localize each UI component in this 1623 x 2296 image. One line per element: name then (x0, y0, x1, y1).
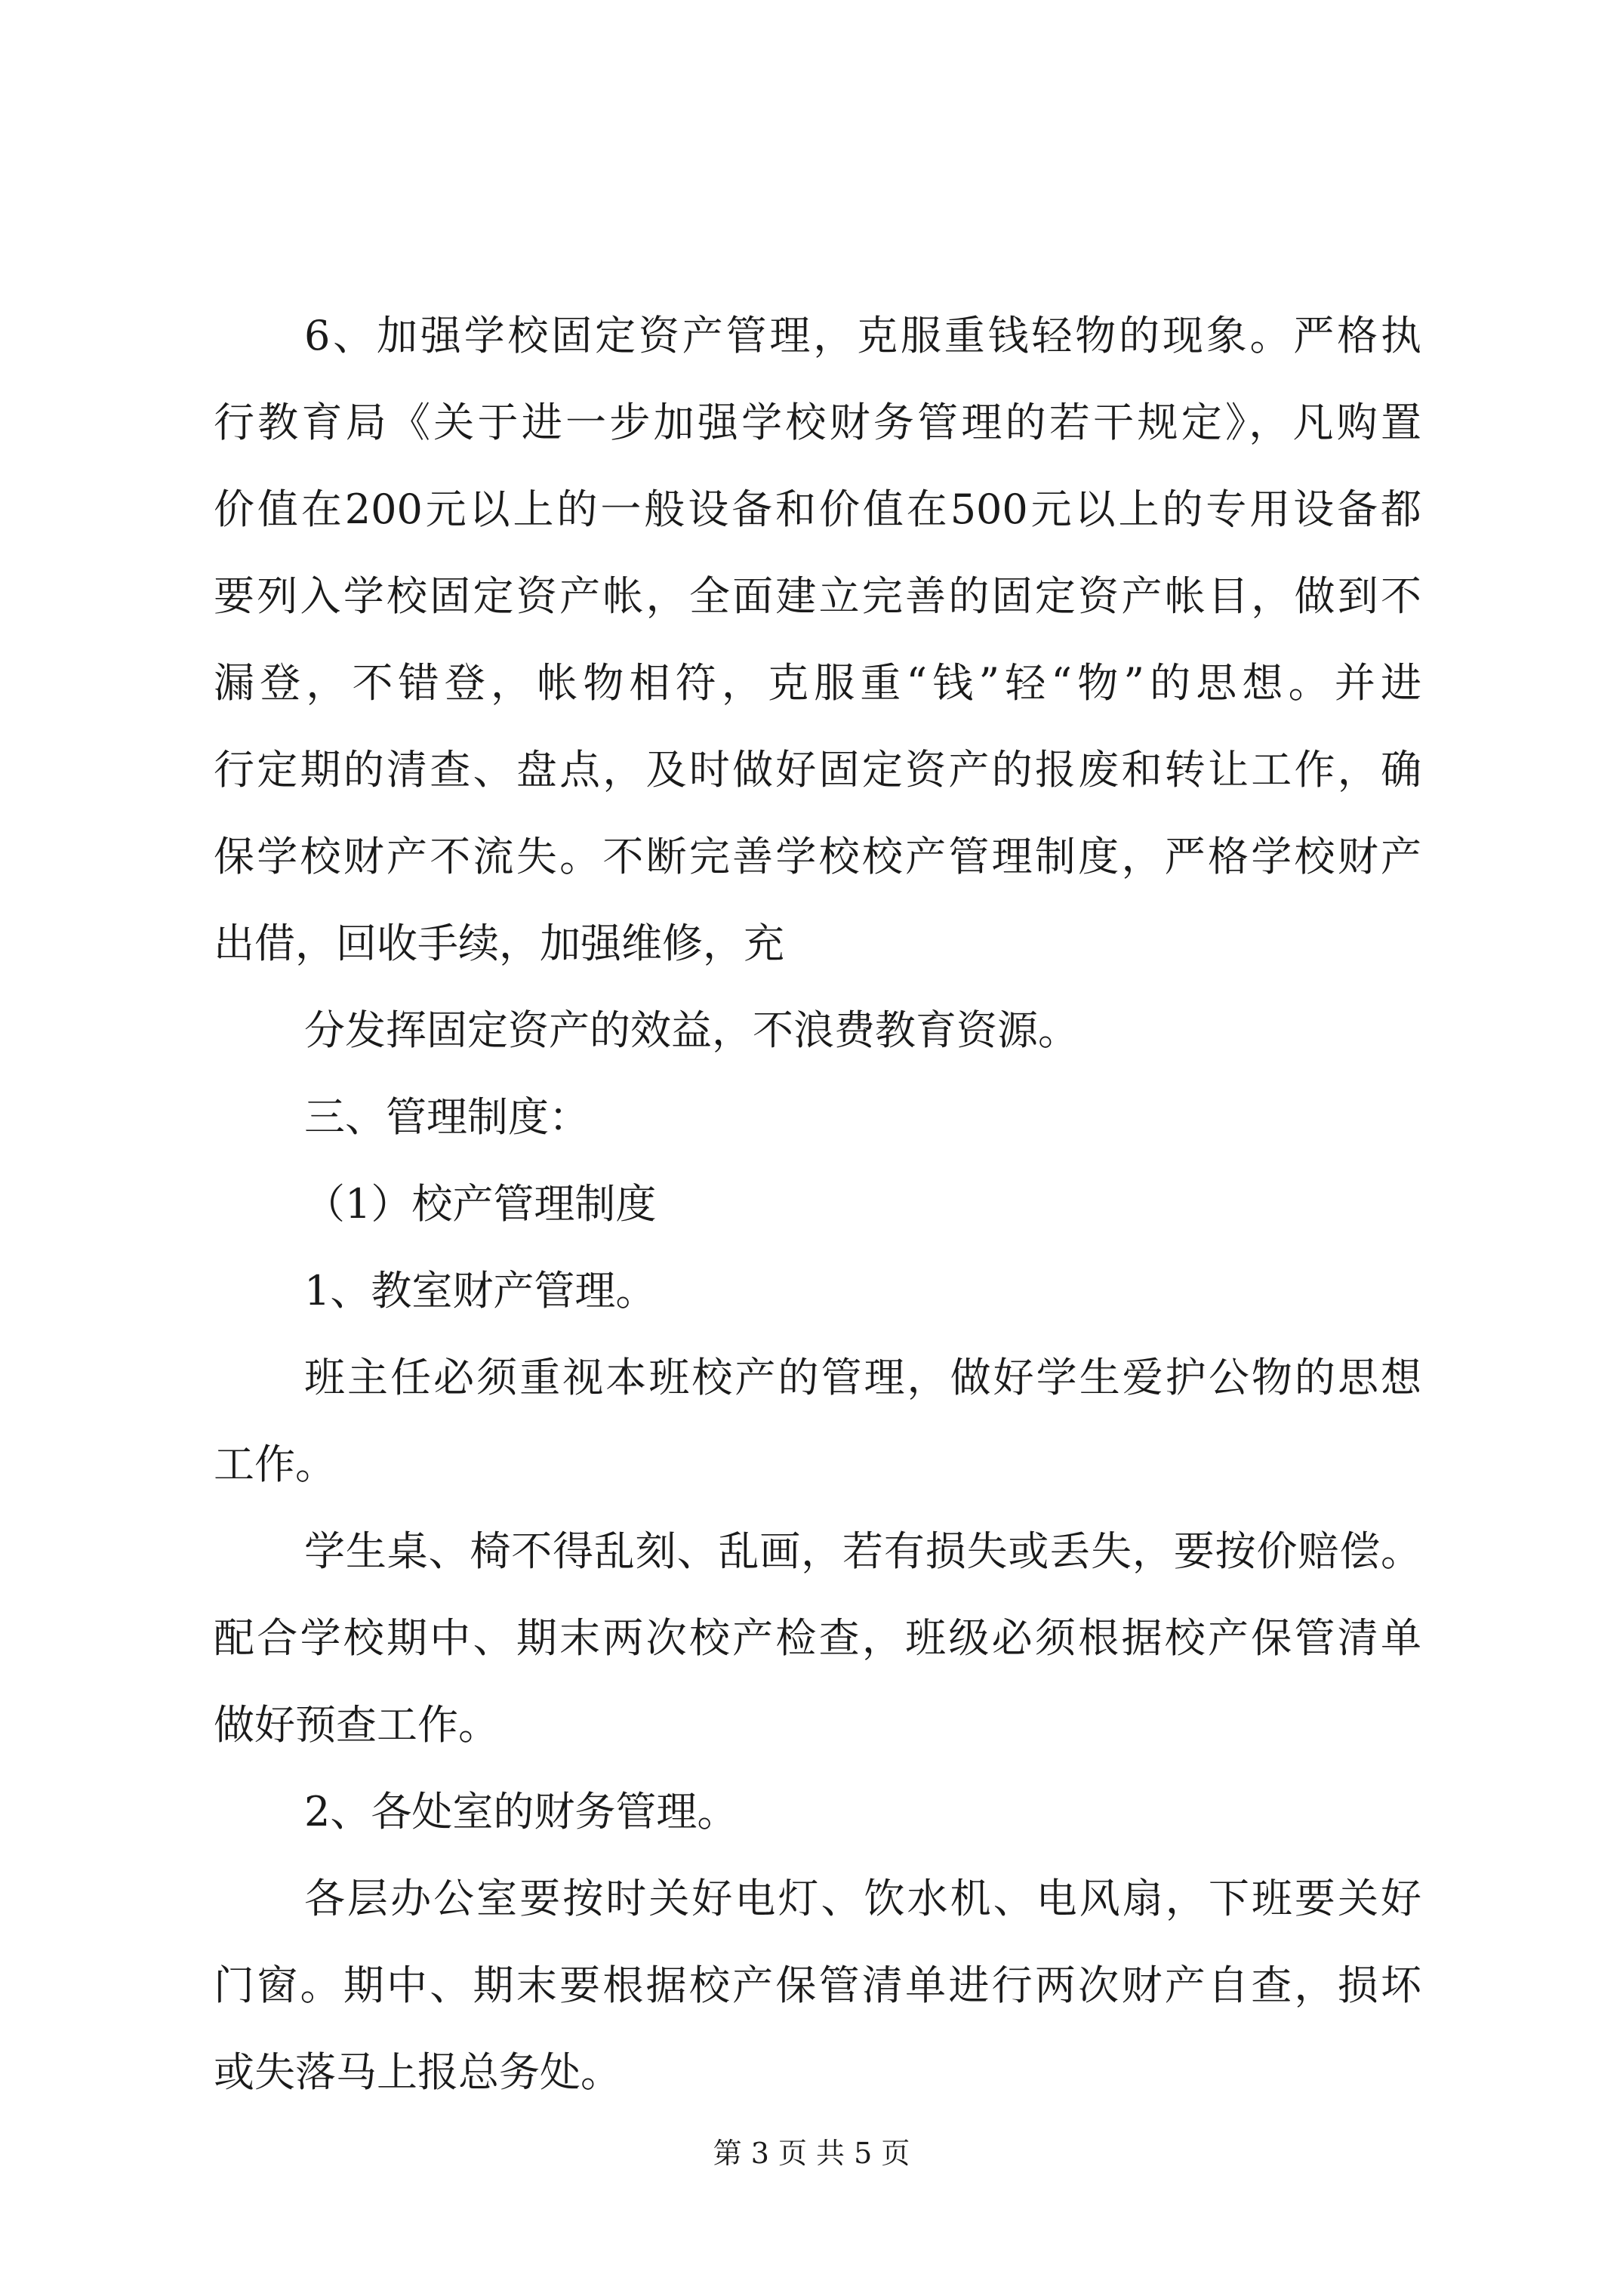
text-line: 保学校财产不流失。不断完善学校校产管理制度，严格学校财产 (214, 833, 1421, 880)
text-line: 配合学校期中、期末两次校产检查，班级必须根据校产保管清单 (214, 1614, 1421, 1662)
paragraph-line: 分发挥固定资产的效益，不浪费教育资源。 (304, 1006, 1079, 1054)
text-line: 工作。 (214, 1441, 336, 1488)
text-line: 各层办公室要按时关好电灯、饮水机、电风扇，下班要关好 (304, 1875, 1421, 1922)
text-line: 要列入学校固定资产帐，全面建立完善的固定资产帐目，做到不 (214, 572, 1421, 620)
text-line: 行教育局《关于进一步加强学校财务管理的若干规定》，凡购置 (214, 399, 1421, 446)
text-line: 做好预查工作。 (214, 1701, 499, 1749)
text-line: 6、加强学校固定资产管理，克服重钱轻物的现象。严格执 (304, 312, 1421, 359)
text-line: 学生桌、椅不得乱刻、乱画，若有损失或丢失，要按价赔偿。 (304, 1527, 1421, 1575)
text-line: 行定期的清查、盘点，及时做好固定资产的报废和转让工作，确 (214, 746, 1421, 794)
text-line: 班主任必须重视本班校产的管理，做好学生爱护公物的思想 (304, 1354, 1421, 1401)
item-heading: 1、教室财产管理。 (304, 1267, 657, 1314)
item-heading: 2、各处室的财务管理。 (304, 1788, 738, 1835)
text-line: 价值在200元以上的一般设备和价值在500元以上的专用设备都 (214, 485, 1421, 533)
subsection-heading: （1）校产管理制度 (304, 1180, 657, 1228)
text-line: 门窗。期中、期末要根据校产保管清单进行两次财产自查，损坏 (214, 1962, 1421, 2009)
text-line: 出借，回收手续，加强维修，充 (214, 920, 784, 967)
text-line: 漏登，不错登，帐物相符，克服重“钱”轻“物”的思想。并进 (214, 659, 1421, 707)
page-footer: 第 3 页 共 5 页 (713, 2137, 910, 2170)
section-heading: 三、管理制度： (304, 1093, 590, 1141)
text-line: 或失落马上报总务处。 (214, 2048, 621, 2096)
